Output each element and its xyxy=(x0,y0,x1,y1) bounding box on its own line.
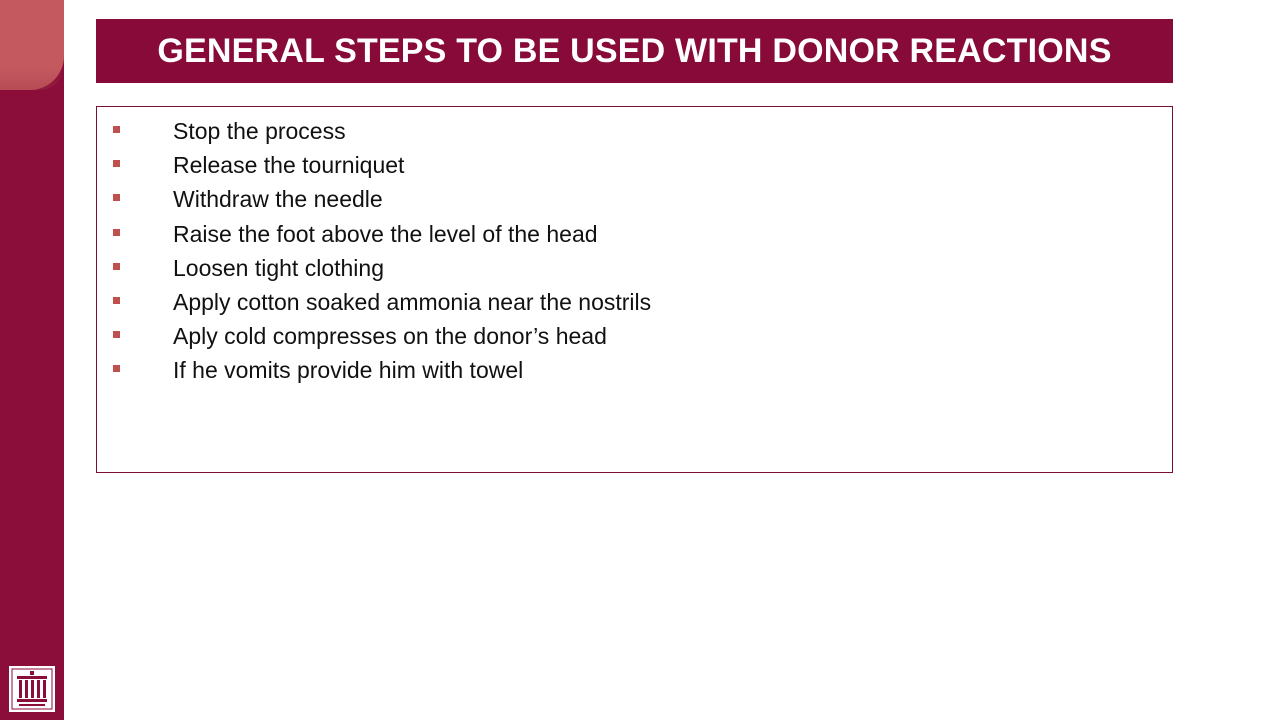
list-item xyxy=(97,324,1172,358)
square-bullet-icon xyxy=(113,229,120,236)
square-bullet-icon xyxy=(113,160,120,167)
slide-title: GENERAL STEPS TO BE USED WITH DONOR REACTIONS xyxy=(157,31,1112,70)
step-text: Apply cotton soaked ammonia near the nostrils xyxy=(173,288,652,315)
list-item xyxy=(97,153,1172,187)
step-text: Stop the process xyxy=(173,118,346,144)
content-box xyxy=(96,106,1173,473)
list-item xyxy=(97,119,1172,153)
step-text: If he vomits provide him with towel xyxy=(173,357,524,384)
square-bullet-icon xyxy=(113,365,120,372)
list-item xyxy=(97,187,1172,221)
title-bar xyxy=(96,19,1173,83)
square-bullet-icon xyxy=(113,126,120,133)
list-item xyxy=(97,358,1172,392)
list-item xyxy=(97,290,1172,324)
square-bullet-icon xyxy=(113,331,120,338)
steps-list xyxy=(97,107,1172,393)
step-text: Withdraw the needle xyxy=(173,186,383,213)
list-item xyxy=(97,256,1172,290)
sidebar-accent-shape xyxy=(0,0,64,90)
step-text: Loosen tight clothing xyxy=(173,254,384,281)
step-text: Release the tourniquet xyxy=(173,152,405,179)
list-item xyxy=(97,222,1172,256)
sidebar-band xyxy=(0,0,64,720)
square-bullet-icon xyxy=(113,297,120,304)
square-bullet-icon xyxy=(113,194,120,201)
square-bullet-icon xyxy=(113,263,120,270)
step-text: Aply cold compresses on the donor’s head xyxy=(173,323,607,350)
university-logo-icon xyxy=(9,666,55,712)
step-text: Raise the foot above the level of the head xyxy=(173,220,598,247)
